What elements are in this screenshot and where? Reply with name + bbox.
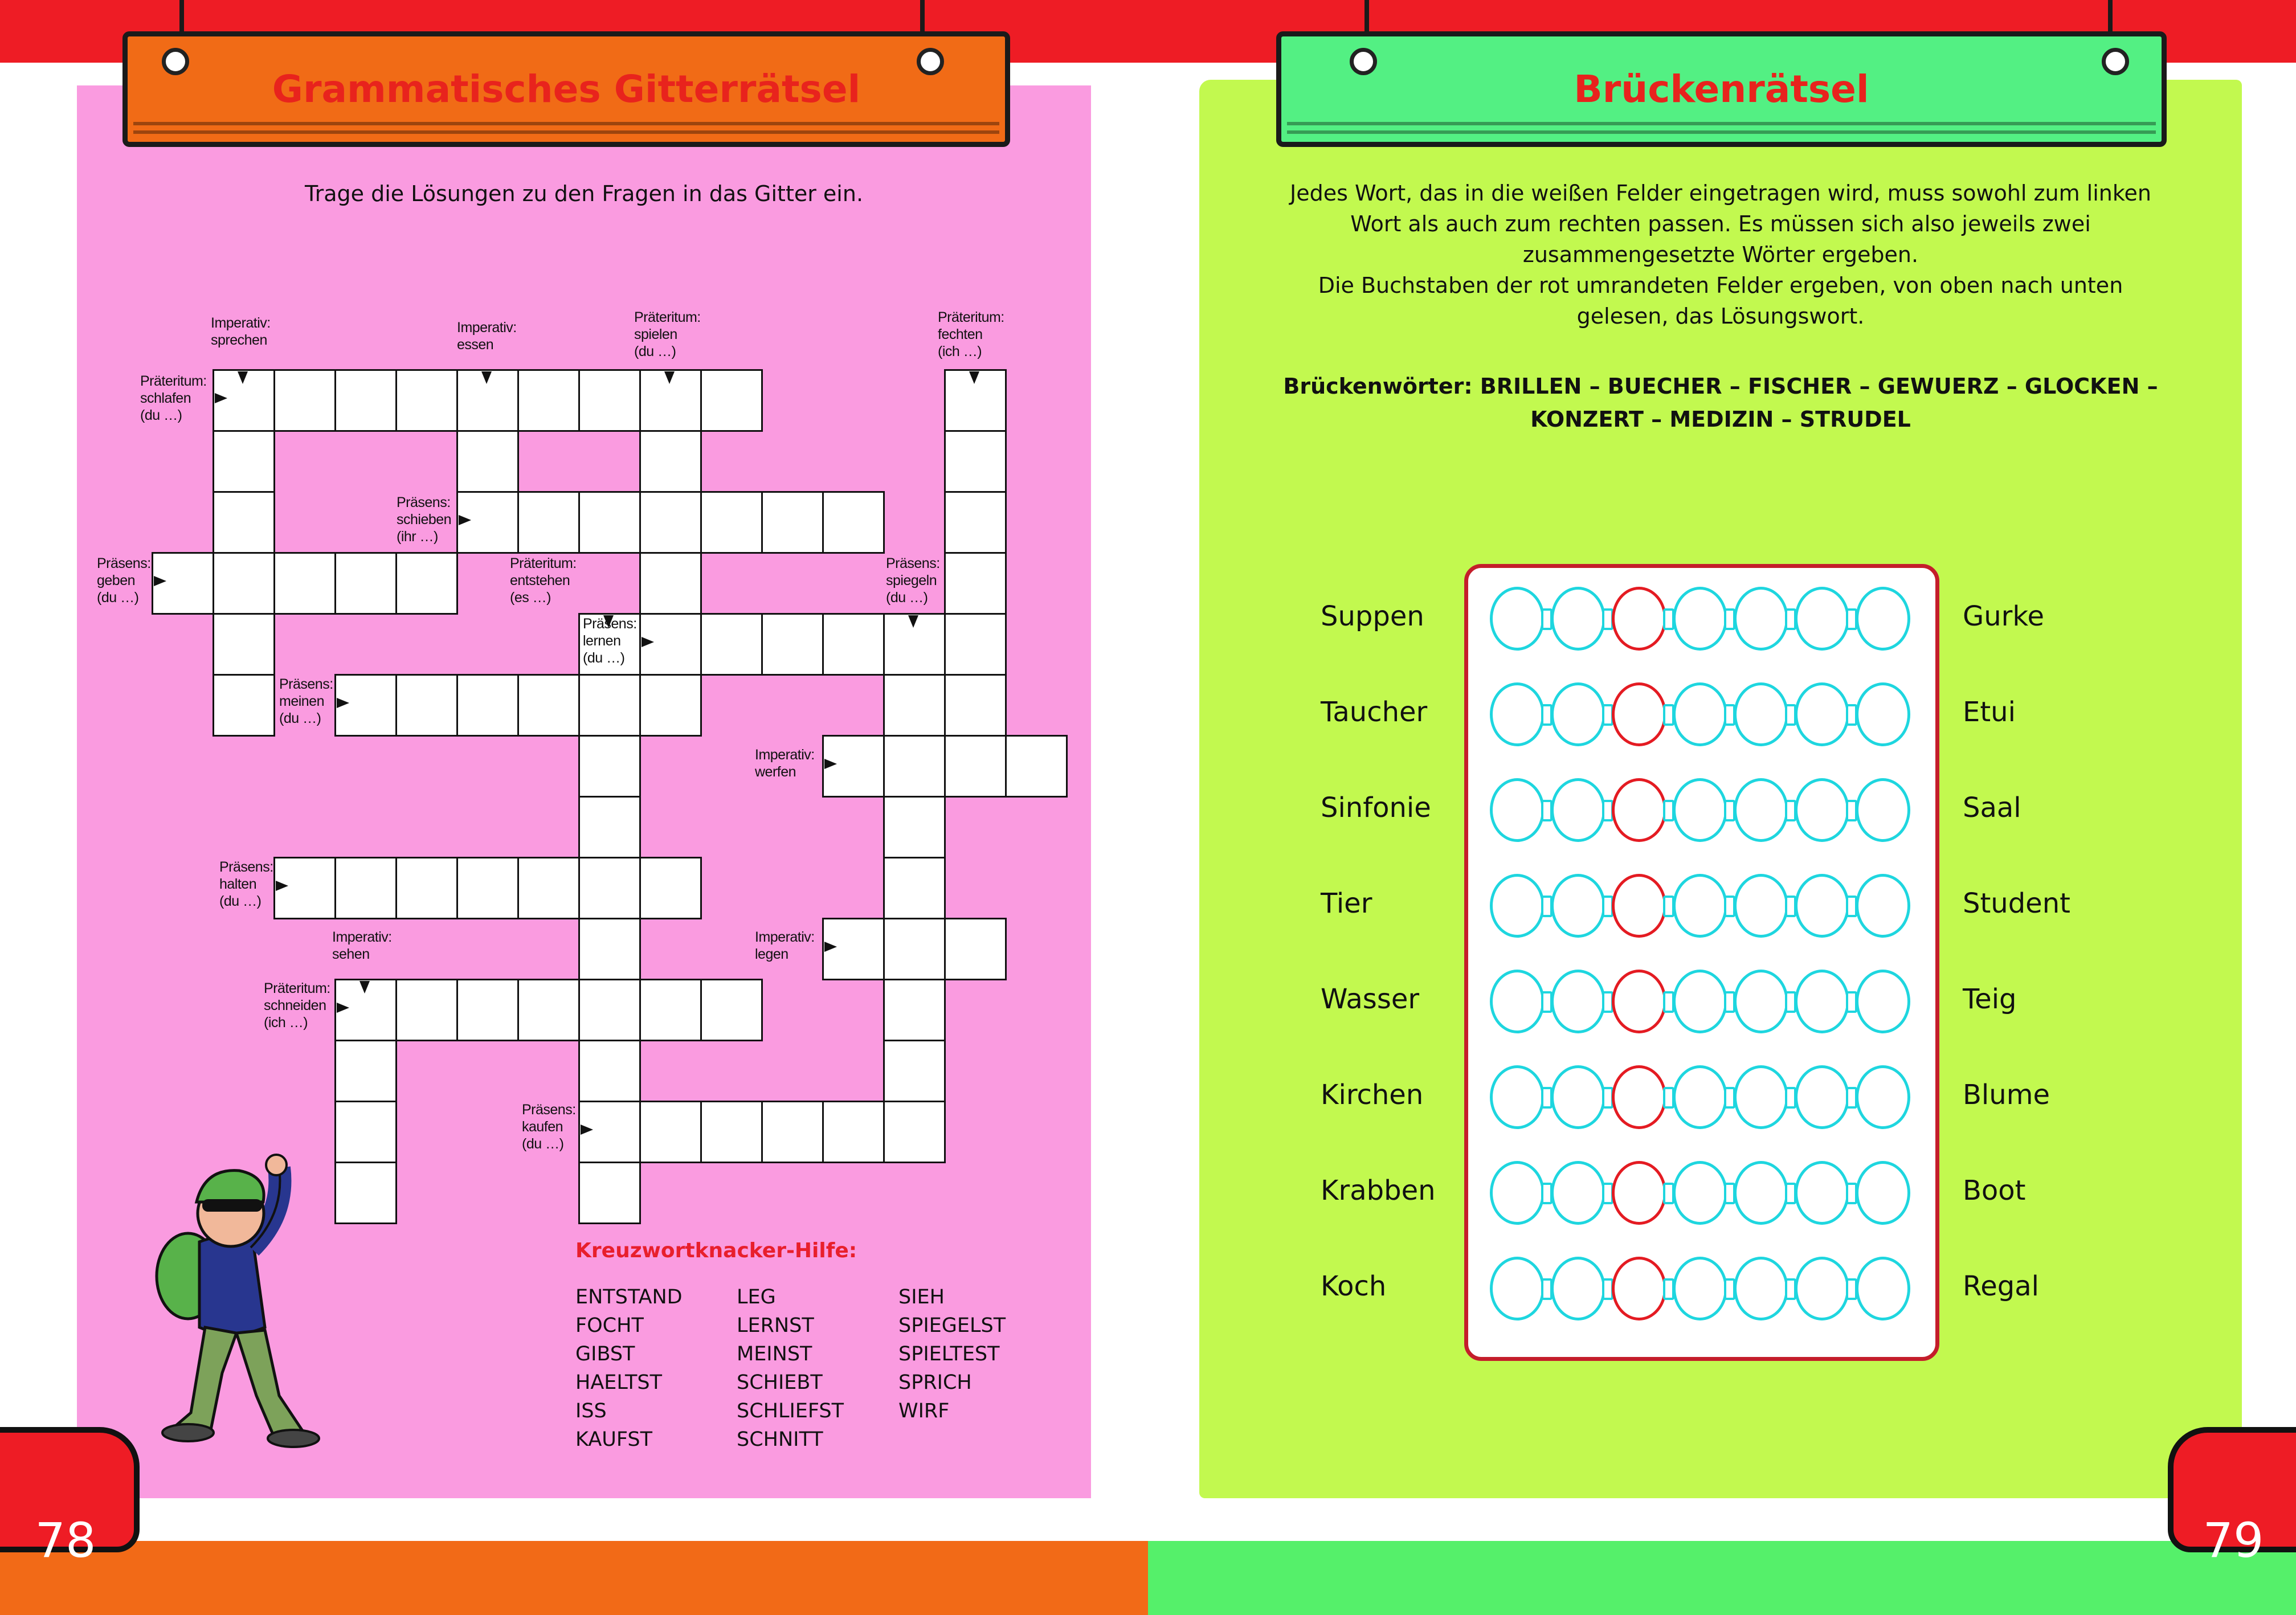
- clue-imperativ-werfen: Imperativ: werfen: [755, 747, 815, 780]
- bridge-right-word: Etui: [1963, 696, 2016, 728]
- letter-field[interactable]: [1734, 778, 1788, 842]
- help-word: ENTSTAND: [575, 1286, 683, 1309]
- letter-field[interactable]: [1856, 682, 1910, 746]
- solution-field[interactable]: [1612, 587, 1666, 651]
- help-word: LERNST: [737, 1314, 814, 1337]
- letter-field[interactable]: [1551, 587, 1605, 651]
- letter-field[interactable]: [1795, 1161, 1849, 1225]
- clue-imperativ-sprechen: Imperativ: sprechen: [211, 315, 271, 348]
- clue-praesens-halten: Präsens: halten (du …): [219, 859, 273, 909]
- solution-field[interactable]: [1612, 1161, 1666, 1225]
- letter-field[interactable]: [1673, 1065, 1727, 1129]
- bridge-right-word: Gurke: [1963, 600, 2044, 632]
- clue-praeteritum-schneiden: Präteritum: schneiden (ich …): [264, 980, 330, 1031]
- letter-field[interactable]: [1490, 1257, 1545, 1320]
- bridge-right-word: Teig: [1963, 983, 2017, 1015]
- letter-field[interactable]: [1673, 1161, 1727, 1225]
- help-word: MEINST: [737, 1343, 812, 1365]
- clue-imperativ-sehen: Imperativ: sehen: [332, 929, 392, 962]
- instruction-line: Jedes Wort, das in die weißen Felder eingetragen wird, muss sowohl zum linken: [1290, 181, 2151, 206]
- solution-field[interactable]: [1612, 970, 1666, 1033]
- letter-field[interactable]: [1490, 587, 1545, 651]
- solution-field[interactable]: [1612, 1065, 1666, 1129]
- letter-field[interactable]: [1551, 682, 1605, 746]
- bridge-left-word: Kirchen: [1321, 1079, 1424, 1111]
- page-title-right: Brückenrätsel: [1574, 67, 1869, 111]
- instruction-line: Die Buchstaben der rot umrandeten Felder ergeben, von oben nach unten: [1318, 273, 2123, 298]
- help-word: SPIEGELST: [898, 1314, 1006, 1337]
- help-word: KAUFST: [575, 1428, 653, 1451]
- letter-field[interactable]: [1490, 970, 1545, 1033]
- instruction-line: Wort als auch zum rechten passen. Es müssen sich also jeweils zwei: [1350, 211, 2091, 236]
- letter-field[interactable]: [1856, 778, 1910, 842]
- help-word: LEG: [737, 1286, 776, 1309]
- bridge-right-word: Student: [1963, 888, 2070, 919]
- help-word: SPRICH: [898, 1371, 972, 1394]
- letter-field[interactable]: [1734, 1257, 1788, 1320]
- bridge-right-word: Boot: [1963, 1175, 2026, 1207]
- bridge-left-word: Taucher: [1321, 696, 1428, 728]
- clue-praeteritum-spielen: Präteritum: spielen (du …): [634, 309, 701, 359]
- bridge-left-word: Tier: [1321, 888, 1372, 919]
- letter-field[interactable]: [1856, 1065, 1910, 1129]
- letter-field[interactable]: [1795, 1065, 1849, 1129]
- letter-field[interactable]: [1673, 682, 1727, 746]
- clue-praeteritum-schlafen: Präteritum: schlafen (du …): [140, 373, 207, 423]
- letter-field[interactable]: [1490, 874, 1545, 938]
- letter-field[interactable]: [1795, 682, 1849, 746]
- clue-praesens-meinen: Präsens: meinen (du …): [279, 676, 333, 726]
- letter-field[interactable]: [1551, 1257, 1605, 1320]
- letter-field[interactable]: [1856, 1161, 1910, 1225]
- letter-field[interactable]: [1795, 587, 1849, 651]
- clue-praeteritum-fechten: Präteritum: fechten (ich …): [938, 309, 1004, 359]
- letter-field[interactable]: [1490, 1065, 1545, 1129]
- help-title: Kreuzwortknacker-Hilfe:: [575, 1239, 857, 1262]
- page-number-right: 79: [2203, 1512, 2264, 1568]
- help-word: SIEH: [898, 1286, 945, 1309]
- clue-praesens-lernen: Präsens: lernen (du …): [583, 616, 637, 666]
- letter-field[interactable]: [1856, 1257, 1910, 1320]
- solution-field[interactable]: [1612, 1257, 1666, 1320]
- letter-field[interactable]: [1673, 874, 1727, 938]
- letter-field[interactable]: [1734, 874, 1788, 938]
- help-word: ISS: [575, 1400, 607, 1422]
- help-word: SCHIEBT: [737, 1371, 823, 1394]
- bridge-words-line-1: Brückenwörter: BRILLEN – BUECHER – FISCHER – GEWUERZ – GLOCKEN –: [1283, 374, 2158, 399]
- letter-field[interactable]: [1673, 778, 1727, 842]
- letter-field[interactable]: [1551, 874, 1605, 938]
- clue-praesens-geben: Präsens: geben (du …): [97, 555, 151, 606]
- clue-praesens-schieben: Präsens: schieben (ihr …): [397, 494, 452, 545]
- letter-field[interactable]: [1551, 1161, 1605, 1225]
- help-word: WIRF: [898, 1400, 950, 1422]
- letter-field[interactable]: [1551, 970, 1605, 1033]
- page-title-left: Grammatisches Gitterrätsel: [272, 67, 861, 111]
- bridge-left-word: Koch: [1321, 1270, 1387, 1302]
- bridge-words-line-2: KONZERT – MEDIZIN – STRUDEL: [1530, 407, 1911, 432]
- bridge-right-word: Blume: [1963, 1079, 2050, 1111]
- letter-field[interactable]: [1734, 970, 1788, 1033]
- letter-field[interactable]: [1490, 682, 1545, 746]
- letter-field[interactable]: [1490, 778, 1545, 842]
- solution-field[interactable]: [1612, 778, 1666, 842]
- help-word: SPIELTEST: [898, 1343, 1000, 1365]
- help-word: SCHNITT: [737, 1428, 823, 1451]
- letter-field[interactable]: [1551, 1065, 1605, 1129]
- clue-praeteritum-entstehen: Präteritum: entstehen (es …): [510, 555, 577, 606]
- clue-imperativ-essen: Imperativ: essen: [457, 320, 517, 353]
- letter-field[interactable]: [1856, 874, 1910, 938]
- bridge-right-word: Saal: [1963, 792, 2021, 824]
- letter-field[interactable]: [1795, 1257, 1849, 1320]
- bridge-left-word: Sinfonie: [1321, 792, 1431, 824]
- help-word: SCHLIEFST: [737, 1400, 844, 1422]
- letter-field[interactable]: [1673, 1257, 1727, 1320]
- letter-field[interactable]: [1551, 778, 1605, 842]
- help-word: FOCHT: [575, 1314, 644, 1337]
- bridge-right-word: Regal: [1963, 1270, 2039, 1302]
- letter-field[interactable]: [1795, 970, 1849, 1033]
- page-number-left: 78: [35, 1512, 96, 1568]
- letter-field[interactable]: [1490, 1161, 1545, 1225]
- letter-field[interactable]: [1673, 970, 1727, 1033]
- instruction-line: gelesen, das Lösungswort.: [1576, 304, 1865, 329]
- letter-field[interactable]: [1734, 1161, 1788, 1225]
- help-word: GIBST: [575, 1343, 635, 1365]
- letter-field[interactable]: [1856, 970, 1910, 1033]
- letter-field[interactable]: [1734, 1065, 1788, 1129]
- solution-field[interactable]: [1612, 682, 1666, 746]
- solution-field[interactable]: [1612, 874, 1666, 938]
- letter-field[interactable]: [1856, 587, 1910, 651]
- letter-field[interactable]: [1734, 682, 1788, 746]
- instruction-left: Trage die Lösungen zu den Fragen in das Gitter ein.: [304, 181, 864, 206]
- help-word: HAELTST: [575, 1371, 663, 1394]
- letter-field[interactable]: [1795, 778, 1849, 842]
- clue-praesens-kaufen: Präsens: kaufen (du …): [522, 1102, 576, 1152]
- letter-field[interactable]: [1734, 587, 1788, 651]
- bridge-left-word: Wasser: [1321, 983, 1420, 1015]
- bridge-left-word: Suppen: [1321, 600, 1424, 632]
- clue-imperativ-legen: Imperativ: legen: [755, 929, 815, 962]
- letter-field[interactable]: [1673, 587, 1727, 651]
- letter-field[interactable]: [1795, 874, 1849, 938]
- clue-praesens-spiegeln: Präsens: spiegeln (du …): [886, 555, 940, 606]
- instruction-line: zusammengesetzte Wörter ergeben.: [1522, 242, 1919, 267]
- bridge-left-word: Krabben: [1321, 1175, 1436, 1207]
